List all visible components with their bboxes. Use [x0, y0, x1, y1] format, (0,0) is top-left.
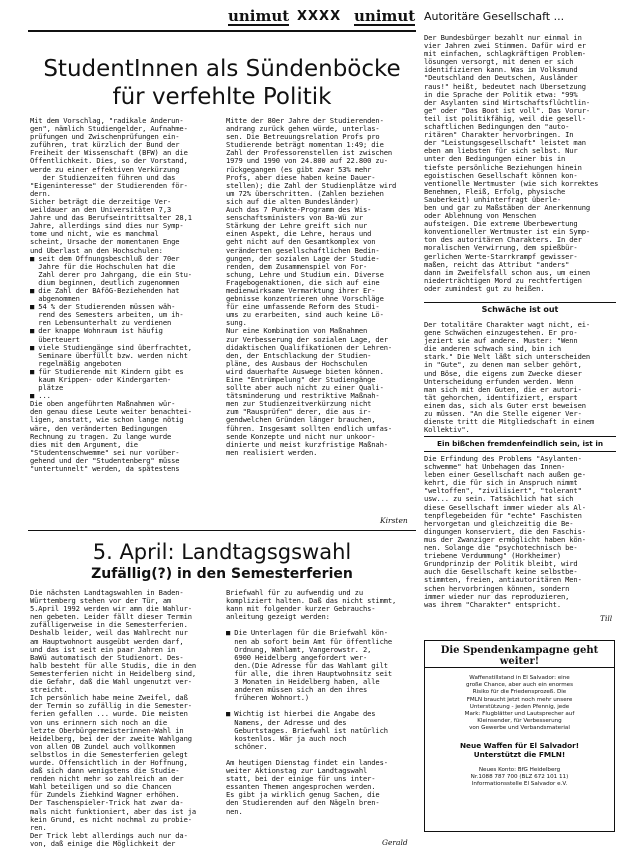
text-line: überteuert	[30, 335, 80, 344]
text-line: nen. Solange die "psychotechnisch be-	[424, 544, 578, 553]
text-line: ■ für Studierende mit Kindern gibt es	[30, 367, 184, 376]
text-line: halb besteht für alle Studis, die in den	[30, 661, 197, 670]
section-rule-bottom	[424, 451, 616, 452]
text-line: renden, dem Zusammenspiel von For-	[226, 262, 368, 271]
text-line: triebene Verdummung" (Horkheimer)	[424, 552, 561, 561]
ad-account	[427, 767, 612, 789]
text-line: Briefwahl für zu aufwendig und zu	[226, 589, 363, 597]
ad-text-line: Unterstützung - jeden Pfennig, jede	[469, 703, 570, 710]
text-line: maßen, reicht das Attribut "anders"	[424, 260, 570, 269]
article-divider	[28, 530, 416, 531]
text-line: niederträchtigen Mord zu rechtfertigen	[424, 276, 582, 285]
article1-column-right	[226, 117, 418, 457]
text-line: der Termin so zufällig in die Semester-	[30, 702, 192, 711]
text-line: Württemberg stehen vor der Tür, am	[30, 597, 172, 606]
text-line: Heidelberg, bei der der zweite Wahlgang	[30, 734, 192, 743]
text-line: Kollektiv".	[424, 426, 470, 435]
article1-title-line2: für verfehlte Politik	[112, 84, 332, 110]
donation-ad-box	[424, 640, 615, 832]
text-line: nen ab sofort beim Amt für öffentliche	[226, 637, 393, 646]
article2-subtitle: Zufällig(?) in den Semesterferien	[91, 566, 353, 582]
masthead-rule	[28, 30, 416, 32]
text-line: oder zumindest gut zu heißen.	[424, 284, 545, 293]
text-line: ■ die Zahl der BAföG-Beziehenden hat	[30, 286, 180, 295]
text-line: aufsteigen. Die extreme Überbewertung	[424, 220, 578, 229]
text-line: ums zu erarbeiten, sind auch keine Lö-	[226, 311, 384, 320]
text-line: "Deutschland den Deutschen, Ausländer	[424, 74, 578, 83]
text-line: Ich persönlich habe meine Zweifel, daß	[30, 694, 188, 703]
right-column-signature: Till	[600, 614, 613, 623]
text-line: werde zu einer effektiven Verkürzung	[30, 165, 180, 174]
text-line: um 72% überschritten. (Zahlen beziehen	[226, 189, 384, 198]
text-line: kompliziert halten. Daß das nicht stimmt,	[226, 597, 397, 606]
section-rule-middle	[424, 436, 616, 437]
text-line: vier Jahren zwei Stimmen. Dafür wird er	[424, 42, 586, 51]
text-line: von uns erinnern sich noch an die	[30, 718, 167, 727]
ad-text-line: Mark: Flugblätter und Lautsprecher auf	[464, 711, 575, 718]
text-line: Benehmen, Fleiß, Erfolg, physische	[424, 187, 566, 196]
text-line: wurde. Offensichtlich in der Hoffnung,	[30, 758, 188, 767]
text-line: Geburtstages. Briefwahl ist natürlich	[226, 726, 388, 735]
text-line: kaum Krippen- oder Kindergarten-	[30, 376, 172, 384]
ad-body	[427, 675, 612, 733]
text-line: gendwelchen Gründen länger brauchen,	[226, 416, 376, 425]
text-line: ■ Die Unterlagen für die Briefwahl kön-	[226, 629, 388, 638]
text-line: wird dauerhafte Auswege bieten können.	[226, 367, 384, 376]
text-line: ventionelle Wertmuster (wie sich korrektes	[424, 179, 599, 188]
text-line: mals nicht funktioniert, aber das ist ja	[30, 807, 197, 816]
text-line: letzte Oberbürgermeisterinnen-Wahl in	[30, 726, 184, 735]
text-line: regelmäßig angeboten	[30, 359, 122, 368]
text-line: mus der Zwanziger ermöglicht haben kön-	[424, 535, 586, 544]
right-column-intro	[424, 34, 616, 293]
text-line: zur Verbesserung der sozialen Lage, der	[226, 335, 388, 344]
text-line: gen", nämlich Studiengelder, Aufnahme-	[30, 125, 188, 134]
ad-text-line: Kleinsender, für Verbesserung	[477, 718, 562, 725]
text-line: Auch das 7 Punkte-Programm des Wis-	[226, 206, 372, 215]
article2-column-right	[226, 589, 418, 816]
text-line: unter den Bedingungen einer bis in	[424, 155, 566, 164]
text-line: essanten Themen angesprochen werden.	[226, 783, 376, 792]
text-line: Mit dem Vorschlag, "radikale Änderun-	[30, 117, 184, 125]
article1-column-left	[30, 117, 220, 473]
section1-heading: Schwäche ist out	[481, 305, 559, 314]
text-line: 3 Monaten in Heidelberg haben, alle	[226, 678, 380, 687]
section-rule-top	[424, 302, 616, 303]
text-line: gerlichen Werte-Starrkrampf gewisser-	[424, 252, 578, 261]
text-line: ■ 54 % der Studierenden müssen wäh-	[30, 303, 176, 312]
text-line: gehend und der "Studentenberg" müsse	[30, 456, 180, 465]
text-line: ton des autoritären Charakters. In der	[424, 236, 582, 245]
text-line: hervorgetan und gleichzeitig die Be-	[424, 519, 574, 528]
text-line: dann im Zweifelsfall schon aus, um einen	[424, 268, 591, 277]
text-line: Es gibt ja wirklich genug Sachen, die	[226, 791, 380, 800]
text-line: rend des Semesters arbeiten, um ih-	[30, 311, 184, 320]
text-line: dern.	[30, 189, 51, 198]
text-line: tome und nicht, wie es manchmal	[30, 230, 159, 239]
section2-heading: Ein bißchen fremdenfeindlich sein, ist in	[436, 439, 604, 448]
text-line: usw... zu sein. Tatsächlich hat sich	[424, 495, 574, 504]
ad-text-line: Waffenstillstand in El Salvador: eine	[469, 675, 570, 681]
text-line: ren.	[30, 823, 47, 832]
text-line: Studierende beträgt momentan 1:49; die	[226, 141, 384, 150]
text-line: ben und gar zu Maßstäben der Anerkennung	[424, 203, 591, 212]
text-line: daß sich dann wenigstens die Studie-	[30, 767, 180, 776]
text-line: identifizieren kann. Was im Volksmund	[424, 66, 578, 75]
text-line: ren Lebensunterhalt zu verdienen	[30, 319, 172, 328]
text-line: kehrt, die für sich in Anspruch nimmt	[424, 479, 578, 488]
text-line: ■ Wichtig ist hierbei die Angabe des	[226, 710, 376, 719]
text-line: zum "Rausprüfen" derer, die aus ir-	[226, 408, 372, 417]
text-line: Die oben angeführten Maßnahmen wür-	[30, 400, 176, 409]
ad-account-line: Informationsstelle El Salvador e.V.	[471, 781, 568, 788]
text-line: zuführen, trat kürzlich der Bund der	[30, 141, 180, 150]
text-line: Sauberkeit) unhinterfragt überle-	[424, 195, 561, 204]
text-line: und Böse, die eigens zum Zwecke dieser	[424, 369, 582, 378]
text-line: ■ ...	[30, 392, 51, 401]
text-line: Jahre für die Hochschulen hat die	[30, 262, 176, 271]
text-line: Der totalitäre Charakter wagt nicht, ei-	[424, 321, 591, 329]
text-line: "Eigeninteresse" der Studierenden för-	[30, 181, 188, 190]
article2-signature: Gerald	[382, 838, 408, 847]
text-line: Der Trick lebt allerdings auch nur da-	[30, 831, 188, 840]
text-line: die Gefahr, daß die Wahl ungenutzt ver-	[30, 678, 192, 687]
text-line: raus!" heißt, bedeutet nach Übersetzung	[424, 82, 586, 91]
text-line: lösungen versorgt, mit denen er sich	[424, 58, 574, 67]
text-line: medienwirksame Vermarktung ihrer Er-	[226, 286, 376, 295]
text-line: mit einfachen, schlagkräftigen Problem-	[424, 50, 586, 59]
masthead-separator: XXXX	[297, 9, 342, 24]
text-line: anderen müssen sich an den ihres	[226, 686, 368, 695]
text-line: ritären" Charakter hervorbringen. In	[424, 131, 574, 140]
masthead-logo-right: unimut	[354, 7, 416, 25]
text-line: eben am liebsten für sich selbst. Nur	[424, 147, 578, 156]
text-line: kostenlos. Wär ja auch noch	[226, 734, 347, 743]
text-line: den.(Die Adresse für das Wahlamt gilt	[226, 661, 388, 670]
text-line: stimmten, freien, antiautoritären Men-	[424, 576, 582, 585]
text-line: statt, bei der einige für uns inter-	[226, 775, 376, 784]
text-line	[226, 702, 418, 710]
text-line: Semesterferien nicht in Heidelberg sind,	[30, 669, 197, 678]
text-line: ■ viele Studiengänge sind überfrachtet,	[30, 343, 192, 352]
text-line: didaktischen Qualifikationen der Lehren-	[226, 343, 393, 352]
ad-account-line: Neues Konto: BfG Heidelberg	[478, 767, 561, 773]
text-line: die anderen schwach sind, bin ich	[424, 345, 561, 354]
text-line: Die Erfindung des Problems "Asylanten-	[424, 455, 582, 463]
text-line: stark." Die Welt läßt sich unterscheiden	[424, 353, 591, 362]
text-line: Rechnung zu tragen. Zu lange wurde	[30, 432, 172, 441]
section2-text	[424, 455, 616, 609]
text-line: 6900 Heidelberg angefordert wer-	[226, 653, 368, 662]
text-line: "weltoffen", "zivilisiert", "tolerant"	[424, 487, 582, 496]
text-line: tiefste persönliche Beziehungen hinein	[424, 163, 582, 172]
text-line: sich auf die alten Bundesländer)	[226, 197, 359, 206]
text-line: dinierte und meist kurzfristige Maßnah-	[226, 440, 388, 449]
text-line: schen hervorbringen können, sondern	[424, 584, 570, 593]
text-line: teil ist politikfähig, weil die gesell-	[424, 114, 586, 123]
text-line: früheren Wohnort.)	[226, 694, 310, 703]
text-line: BaWü automatisch der Studienort. Des-	[30, 653, 184, 662]
ad-slogan-line2: Unterstützt die FMLN!	[473, 750, 566, 759]
text-line	[226, 751, 418, 759]
text-line: rückgegangen (es gibt zwar 53% mehr	[226, 165, 372, 174]
text-line: für alle, die ihren Hauptwohnsitz seit	[226, 669, 393, 678]
text-line: geht nicht auf den Gesamtkomplex von	[226, 238, 376, 247]
text-line: tenpflegebeiden für "echte" Faschisten	[424, 511, 582, 520]
text-line: schöner.	[226, 742, 268, 751]
text-line: prüfungen und Zwischenprüfungen ein-	[30, 133, 180, 142]
text-line: einen Aspekt, die Lehre, heraus und	[226, 230, 372, 239]
text-line: Die nächsten Landtagswahlen in Baden-	[30, 589, 184, 597]
ad-text-line: FMLN braucht jetzt noch mehr unsere	[466, 696, 573, 703]
text-line: konventioneller Wertmuster ist ein Symp-	[424, 228, 591, 237]
text-line: sollte aber auch nicht zu einer Quali-	[226, 384, 384, 393]
text-line: tätsminderung und restriktive Maßnah-	[226, 392, 380, 401]
article2-column-left	[30, 589, 220, 848]
text-line: gungen, der sozialen Lage der Studie-	[226, 254, 380, 263]
text-line: man sich mit den Guten, die er autori-	[424, 385, 582, 394]
text-line: von allen OB Zundel auch vollkommen	[30, 742, 176, 751]
text-line: Zahl der Professorenstellen ist zwischen	[226, 149, 393, 158]
text-line: Jahre, allerdings sind dies nur Symp-	[30, 222, 184, 231]
text-line: Fragebogenaktionen, die sich auf eine	[226, 278, 380, 287]
text-line: renden nicht mehr so zahlreich an der	[30, 775, 184, 784]
ad-account-line: Nr.1088 787 700 (BLZ 672 101 11)	[470, 774, 569, 781]
text-line: schaftlichen Bedingungen den "auto-	[424, 123, 570, 132]
text-line: was ihrem "Charakter" entspricht.	[424, 600, 561, 609]
text-line: für Zundels Ziehkind Wagner erhöhen.	[30, 791, 180, 800]
text-line: streicht.	[30, 686, 68, 695]
text-line: gebnisse konzentrieren ohne Vorschläge	[226, 295, 384, 304]
text-line: Öffentlichkeit. Dies, so der Vorstand,	[30, 157, 188, 166]
text-line: men realisiert werden.	[226, 448, 318, 457]
text-line: diese Gesellschaft immer wieder als Al-	[424, 503, 586, 512]
text-line: Unterscheidung erfunden werden. Wenn	[424, 377, 574, 386]
section-header: Autoritäre Gesellschaft ...	[424, 10, 565, 23]
text-line: den Studierenden auf den Nägeln bren-	[226, 799, 380, 808]
text-line: Wahl beteiligen und so die Chancen	[30, 783, 172, 792]
text-line: ■ der knappe Wohnraum ist häufig	[30, 327, 163, 336]
text-line: immer wieder nur das reproduzieren,	[424, 592, 570, 601]
text-line: und das ist seit ein paar Jahren in	[30, 645, 176, 654]
text-line: einem das, sich als Guter erst beweisen	[424, 401, 586, 410]
text-line: "Studentenschwemme" sei nur vorüber-	[30, 448, 180, 457]
text-line: am Hauptwohnort ausgeübt werden darf,	[30, 637, 184, 646]
text-line: pläne, des Ausbaus der Hochschulen	[226, 359, 368, 368]
text-line: Freiheit der Wissenschaft (BFW) an die	[30, 149, 188, 158]
text-line: zu müssen. "An die Stelle eigener Ver-	[424, 410, 582, 419]
text-line: Profs, aber diese haben keine Dauer-	[226, 173, 376, 182]
text-line: kein Grund, es nicht nochmal zu probie-	[30, 815, 192, 824]
text-line: selbstlos in die Semesterferien gelegt	[30, 750, 188, 759]
text-line: egoistischen Gesellschaft können kon-	[424, 171, 578, 180]
text-line: tät gehorchen, identifiziert, erspart	[424, 393, 578, 402]
text-line: nen gebeten. Leider fällt dieser Termin	[30, 613, 192, 622]
section1-text	[424, 321, 616, 434]
text-line: senschaftsministers von Ba-Wü zur	[226, 214, 363, 223]
text-line: andrang zurück gehen würde, unterlas-	[226, 125, 380, 134]
text-line: nen.	[226, 807, 243, 816]
text-line: dies mit dem Argument, die	[30, 440, 138, 449]
text-line: dingungen konserviert, die den Faschis-	[424, 527, 586, 536]
text-line: leben einer Gesellschaft nach außen ge-	[424, 471, 586, 480]
text-line: ligen, anstatt, wie schon lange nötig	[30, 416, 184, 425]
ad-slogan-line1: Neue Waffen für El Salvador!	[459, 741, 580, 750]
text-line: stellen); die Zahl der Studienplätze wird	[226, 181, 397, 190]
text-line: Mitte der 80er Jahre der Studierenden-	[226, 117, 384, 125]
ad-text-line: Risiko für die Friedensprozeß. Die	[472, 689, 567, 696]
text-line: in die Sprache der Politik etwa: "99%	[424, 90, 578, 99]
text-line: weiter Aktionstag zur Landtagswahl	[226, 767, 368, 776]
article1-title-line1: StudentInnen als Sündenböcke	[43, 56, 401, 82]
text-line: Zahl derer pro Jahrgang, die ein Stu-	[30, 270, 192, 279]
text-line: men zur Studienzeitverkürzung nicht	[226, 400, 372, 409]
text-line: der "Leistungsgesellschaft" leistet man	[424, 139, 586, 148]
text-line: Grundprinzip der Politik bleibt, wird	[424, 560, 578, 569]
text-line: weildauer an den Universitäten 7,3	[30, 206, 172, 215]
text-line: dium beginnen, deutlich zugenommen	[30, 278, 180, 287]
text-line: Sicher beträgt die derzeitige Ver-	[30, 197, 172, 206]
text-line: Nur eine Kombination von Maßnahmen	[226, 327, 368, 336]
text-line: 5.April 1992 werden wir amn die Wahlur-	[30, 605, 192, 614]
text-line: schwemme" hat Unbehagen das Innen-	[424, 463, 566, 472]
text-line: Eine "Entrümpelung" der Studiengänge	[226, 376, 376, 384]
text-line: moralischen Verwirrung, dem spießbür-	[424, 244, 578, 253]
text-line: und Überlast an den Hochschulen:	[30, 246, 163, 255]
text-line: sen. Die Betreuungsrelation Profs pro	[226, 133, 380, 142]
text-line: zufälligerweise in die Semesterferien.	[30, 621, 188, 630]
text-line: Seminare überfüllt bzw. werden nicht	[30, 351, 188, 360]
text-line: ge" oder "Das Boot ist voll". Das Vorur-	[424, 106, 591, 115]
text-line: "untertunnelt" werden, da spätestens	[30, 465, 180, 474]
text-line: veränderten gesellschaftlichen Bedin-	[226, 246, 380, 255]
text-line: der Studienzeiten führen und das	[30, 173, 176, 182]
text-line: Namens, der Adresse und des	[226, 718, 347, 727]
text-line: plätze	[30, 384, 64, 393]
text-line: in "Gute", zu denen man selber gehört,	[424, 361, 582, 370]
ad-text-line: große Chance, aber auch ein enormes	[466, 682, 573, 689]
text-line: führen. Insgesamt sollten endlich umfas-	[226, 424, 393, 433]
ad-title: Die Spendenkampagne geht weiter!	[440, 645, 599, 667]
text-line: für eine umfassende Reform des Studi-	[226, 303, 380, 312]
text-line: sung.	[226, 319, 247, 328]
text-line: 1979 und 1990 von 24.800 auf 22.800 zu-	[226, 157, 388, 166]
masthead-logo-left: unimut	[228, 7, 290, 25]
article2-title: 5. April: Landtagsgswahl	[92, 540, 352, 564]
text-line: Ordnung, Wahlamt, Vangerowstr. 2,	[226, 645, 372, 654]
text-line: kann mit folgender kurzer Gebrauchs-	[226, 605, 376, 614]
text-line: schung, Lehre und Studium ein. Diverse	[226, 270, 384, 279]
text-line: Der Bundesbürger bezahlt nur einmal in	[424, 34, 582, 42]
text-line: sende Konzepte und nicht nur unkoor-	[226, 432, 376, 441]
text-line: Jahre und das Berufseintrittsalter 28,1	[30, 214, 192, 223]
text-line: anleitung gezeigt werden:	[226, 613, 330, 622]
text-line: dienste tritt die Mitgliedschaft in einem	[424, 418, 595, 427]
text-line: scheint, Ursache der momentanen Enge	[30, 238, 180, 247]
text-line: Deshalb leider, weil das Wahlrecht nur	[30, 629, 188, 638]
article1-signature: Kirsten	[380, 516, 408, 525]
text-line: oder Ablehnung von Menschen	[424, 212, 537, 221]
text-line: abgenommen	[30, 295, 80, 304]
text-line	[226, 621, 418, 629]
text-line: Der Taschenspieler-Trick hat zwar da-	[30, 799, 184, 808]
text-line: ■ seit dem Öffnungsbeschluß der 70er	[30, 254, 180, 263]
text-line: Am heutigen Dienstag findet ein landes-	[226, 758, 388, 767]
text-line: von, daß einige die Möglichkeit der	[30, 839, 176, 848]
ad-text-line: von Gewerbe und Verbandsmaterial	[469, 725, 570, 732]
text-line: gene Schwächen einzugestehen. Er pro-	[424, 329, 578, 338]
text-line: der Asylanten sind Wirtschaftsflüchtlin-	[424, 98, 591, 107]
text-line: ferien gefallen ... wurde. Die meisten	[30, 710, 188, 719]
text-line: den, der Entschlackung der Studien-	[226, 351, 372, 360]
text-line: jeziert sie auf andere. Muster: "Wenn	[424, 337, 578, 346]
text-line: wäre, den veränderten Bedingungen	[30, 424, 167, 433]
text-line: den genau diese Leute weiter benachtei-	[30, 408, 192, 417]
text-line: Stärkung der Lehre greift sich nur	[226, 222, 368, 231]
text-line: auch die Gesellschaft keine selbstbe-	[424, 568, 578, 577]
